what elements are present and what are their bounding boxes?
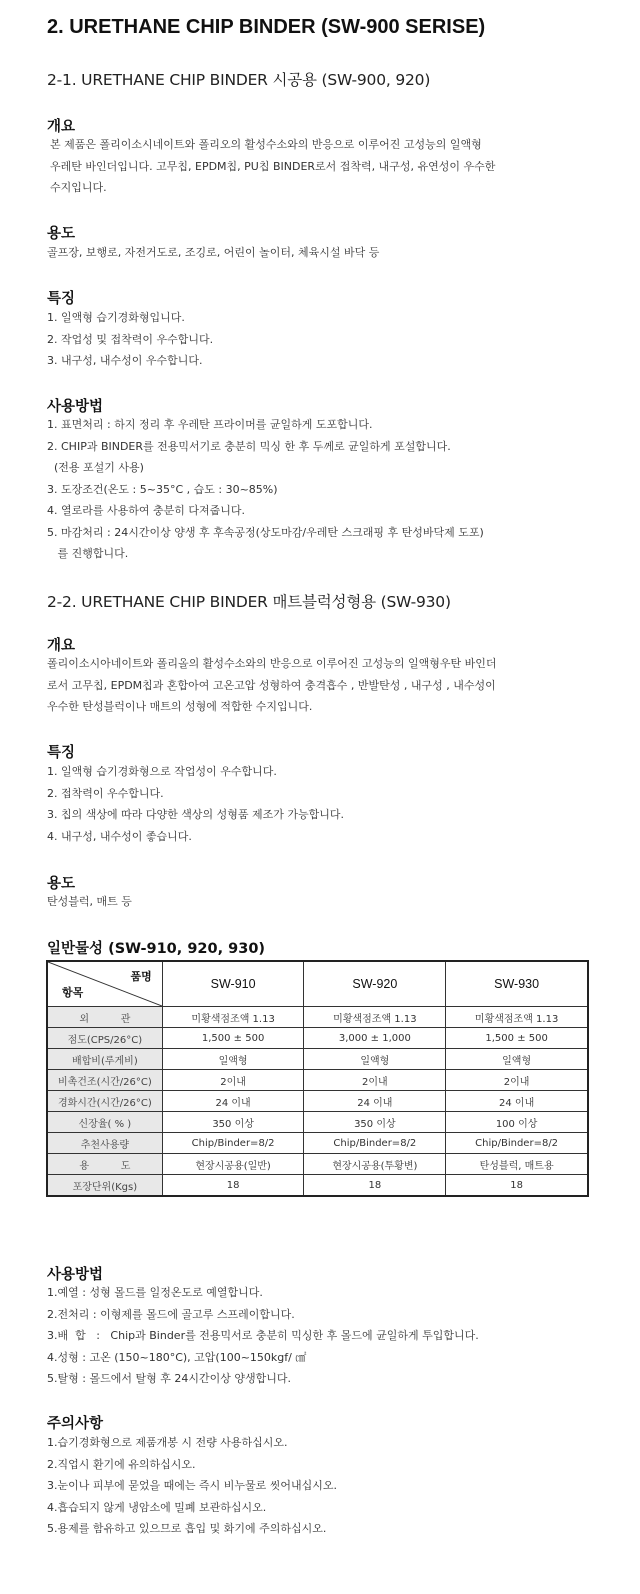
list-item: 를 진행합니다. xyxy=(47,547,129,560)
table-cell: 18 xyxy=(304,1175,446,1197)
row-label: 신장율( % ) xyxy=(47,1112,162,1133)
list-item: 2. 작업성 및 접착력이 우수합니다. xyxy=(47,332,214,346)
table-cell: 미황색점조액 1.13 xyxy=(304,1007,446,1028)
method-heading-1: 사용방법 xyxy=(47,399,104,415)
row-label: 배합비(루게비) xyxy=(47,1049,162,1070)
table-cell: 일액형 xyxy=(304,1049,446,1070)
table-row xyxy=(47,1154,588,1175)
table-cell: 미황색점조액 1.13 xyxy=(446,1007,588,1028)
list-item: 4.흡습되지 않게 냉암소에 밀폐 보관하십시오. xyxy=(47,1500,267,1514)
table-corner-cell xyxy=(47,961,162,1007)
table-row xyxy=(47,1091,588,1112)
row-label: 점도(CPS/26°C) xyxy=(47,1028,162,1049)
table-cell: 현장시공용(일반) xyxy=(162,1154,304,1175)
list-item: 1. 일액형 습기경화형입니다. xyxy=(47,311,185,324)
table-cell: 1,500 ± 500 xyxy=(162,1028,304,1049)
column-header: SW-920 xyxy=(304,961,446,1007)
table-cell: 탄성블럭, 매트용 xyxy=(446,1154,588,1175)
list-item: 1.습기경화형으로 제품개봉 시 전량 사용하십시오. xyxy=(47,1436,288,1449)
row-label: 포장단위(Kgs) xyxy=(47,1175,162,1197)
text-line: 본 제품은 폴리이소시네이트와 폴리오의 활성수소와의 반응으로 이루어진 고성능의 일액형 xyxy=(50,138,482,151)
table-cell: 현장시공용(투황변) xyxy=(304,1154,446,1175)
list-item: 3.배 합 : Chip과 Binder를 전용믹서로 충분히 믹싱한 후 몰드에 균일하게 투입합니다. xyxy=(47,1329,479,1342)
list-item: 1. 표면처리 : 하지 정리 후 우레탄 프라이머를 균일하게 도포합니다. xyxy=(47,418,373,431)
list-item: 5.탈형 : 몰드에서 탈형 후 24시간이상 양생합니다. xyxy=(47,1372,291,1385)
method-list-1 xyxy=(47,414,607,565)
table-row xyxy=(47,1028,588,1049)
table-cell: Chip/Binder=8/2 xyxy=(446,1133,588,1154)
section-title-2-2: 2-2. URETHANE CHIP BINDER 매트블럭성형용 (SW-930) xyxy=(47,593,451,611)
table-cell: 2이내 xyxy=(162,1070,304,1091)
caution-list xyxy=(47,1432,607,1540)
table-cell: 24 이내 xyxy=(162,1091,304,1112)
list-item: 5. 마감처리 : 24시간이상 양생 후 후속공정(상도마감/우레탄 스크래핑 후 탄성바닥제 도포) xyxy=(47,525,484,539)
section-title-2-1: 2-1. URETHANE CHIP BINDER 시공용 (SW-900, 920) xyxy=(47,71,431,89)
table-cell: 1,500 ± 500 xyxy=(446,1028,588,1049)
list-item: 3. 내구성, 내수성이 우수합니다. xyxy=(47,354,203,367)
table-cell: 24 이내 xyxy=(304,1091,446,1112)
list-item: 3. 도장조건(온도 : 5~35°C , 습도 : 30~85%) xyxy=(47,482,278,496)
row-label: 경화시간(시간/26°C) xyxy=(47,1091,162,1112)
list-item: 5.용제를 함유하고 있으므로 흡입 및 화기에 주의하십시오. xyxy=(47,1522,327,1535)
usage-heading-2: 용도 xyxy=(47,876,76,892)
table-row xyxy=(47,1133,588,1154)
table-header-row xyxy=(47,961,588,1007)
list-item: 2. 접착력이 우수합니다. xyxy=(47,786,164,800)
overview-text-1 xyxy=(47,134,607,199)
text-line: 골프장, 보행로, 자전거도로, 조깅로, 어린이 놀이터, 체육시설 바닥 등 xyxy=(47,246,380,259)
overview-heading-2: 개요 xyxy=(47,638,76,654)
table-cell: 3,000 ± 1,000 xyxy=(304,1028,446,1049)
features-list-2 xyxy=(47,761,607,847)
list-item: 1.예열 : 성형 몰드를 일정온도로 예열합니다. xyxy=(47,1286,263,1299)
page-title: 2. URETHANE CHIP BINDER (SW-900 SERISE) xyxy=(47,16,486,38)
usage-text-2 xyxy=(47,891,607,913)
corner-product-label: 품명 xyxy=(130,971,152,983)
list-item: 3. 칩의 색상에 따라 다양한 색상의 성형품 제조가 가능합니다. xyxy=(47,808,344,821)
list-item: 3.눈이나 피부에 묻었을 때에는 즉시 비누물로 씻어내십시오. xyxy=(47,1479,337,1492)
usage-heading-1: 용도 xyxy=(47,226,76,242)
table-row xyxy=(47,1007,588,1028)
text-line: 우수한 탄성블럭이나 매트의 성형에 적합한 수지입니다. xyxy=(47,700,313,713)
table-cell: 18 xyxy=(446,1175,588,1197)
row-label: 외 관 xyxy=(47,1007,162,1028)
list-item: 4.성형 : 고온 (150~180°C), 고압(100~150kgf/ ㎠ xyxy=(47,1350,307,1364)
text-line: 수지입니다. xyxy=(50,181,107,194)
table-cell: 100 이상 xyxy=(446,1112,588,1133)
table-cell: 2이내 xyxy=(304,1070,446,1091)
overview-heading-1: 개요 xyxy=(47,119,76,135)
overview-text-2 xyxy=(47,653,607,718)
column-header: SW-910 xyxy=(162,961,304,1007)
text-line: 폴리이소시아네이트와 폴리올의 활성수소와의 반응으로 이루어진 고성능의 일액형우탄 바인더 xyxy=(47,657,497,670)
table-cell: Chip/Binder=8/2 xyxy=(304,1133,446,1154)
table-cell: 18 xyxy=(162,1175,304,1197)
table-cell: 일액형 xyxy=(446,1049,588,1070)
row-label: 비촉건조(시간/26°C) xyxy=(47,1070,162,1091)
features-heading-2: 특징 xyxy=(47,745,76,761)
text-line: 로서 고무칩, EPDM칩과 혼합아여 고온고압 성형하여 충격흡수 , 반발탄성 , 내구성 , 내수성이 xyxy=(47,678,496,692)
list-item: 2. CHIP과 BINDER를 전용믹서기로 충분히 믹싱 한 후 두께로 균일하게 포설합니다. xyxy=(47,439,451,453)
list-item: 4. 내구성, 내수성이 좋습니다. xyxy=(47,829,192,843)
text-line: 탄성블럭, 매트 등 xyxy=(47,895,132,908)
method-heading-2: 사용방법 xyxy=(47,1267,104,1283)
list-item: 4. 열로라를 사용하여 충분히 다져줍니다. xyxy=(47,504,245,517)
list-item: 2.직업시 환기에 유의하십시오. xyxy=(47,1457,196,1471)
row-label: 추천사용량 xyxy=(47,1133,162,1154)
features-heading-1: 특징 xyxy=(47,291,76,307)
row-label: 용 도 xyxy=(47,1154,162,1175)
table-cell: Chip/Binder=8/2 xyxy=(162,1133,304,1154)
text-line: 우레탄 바인더입니다. 고무칩, EPDM칩, PU칩 BINDER로서 접착력, 내구성, 유연성이 우수한 xyxy=(50,159,496,173)
table-cell: 2이내 xyxy=(446,1070,588,1091)
list-item: (전용 포설기 사용) xyxy=(47,461,144,474)
table-row xyxy=(47,1175,588,1197)
method-list-2 xyxy=(47,1282,607,1390)
table-row xyxy=(47,1070,588,1091)
table-cell: 일액형 xyxy=(162,1049,304,1070)
table-cell: 350 이상 xyxy=(162,1112,304,1133)
table-heading: 일반물성 (SW-910, 920, 930) xyxy=(47,941,266,957)
table-cell: 24 이내 xyxy=(446,1091,588,1112)
list-item: 2.전처리 : 이형제를 몰드에 골고루 스프레이합니다. xyxy=(47,1307,295,1321)
table-row xyxy=(47,1049,588,1070)
caution-heading: 주의사항 xyxy=(47,1416,104,1432)
table-cell: 미황색점조액 1.13 xyxy=(162,1007,304,1028)
table-row xyxy=(47,1112,588,1133)
corner-item-label: 항목 xyxy=(62,987,84,999)
usage-text-1 xyxy=(47,242,607,264)
table-cell: 350 이상 xyxy=(304,1112,446,1133)
column-header: SW-930 xyxy=(446,961,588,1007)
list-item: 1. 일액형 습기경화형으로 작업성이 우수합니다. xyxy=(47,765,277,778)
properties-table xyxy=(46,960,589,1197)
features-list-1 xyxy=(47,307,607,372)
